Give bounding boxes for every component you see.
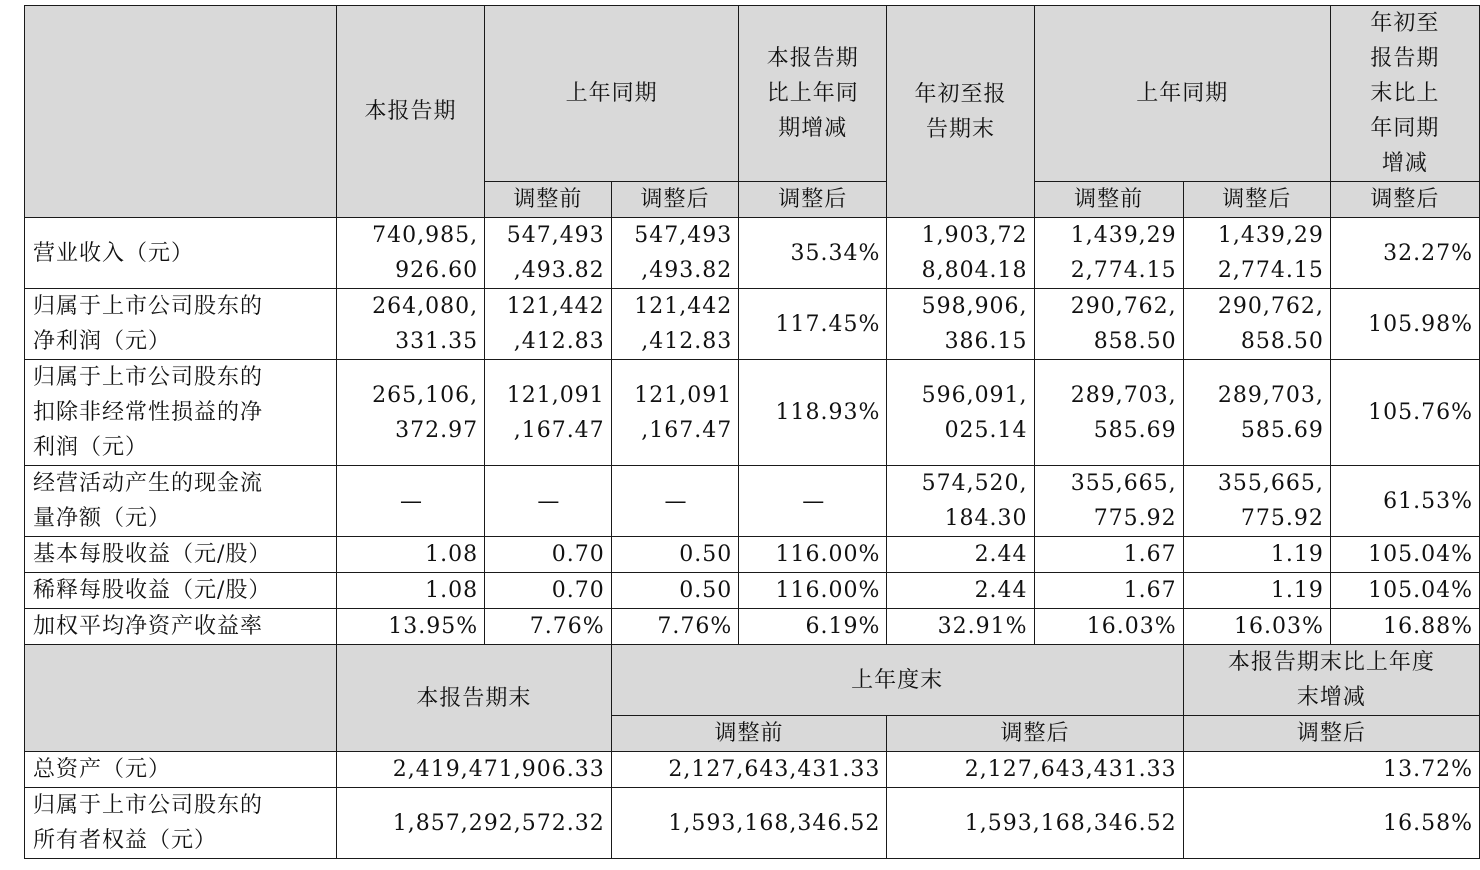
cell-ly-end-before: 1,593,168,346.52 bbox=[611, 788, 887, 859]
cell-ytd-yoy: 105.76% bbox=[1330, 360, 1479, 466]
header-change-after-adjustment: 调整后 bbox=[1183, 716, 1479, 752]
cell-ytd-ly-after: 1.19 bbox=[1183, 537, 1330, 573]
cell-ly-end-after: 1,593,168,346.52 bbox=[887, 788, 1183, 859]
cell-ytd-ly-before: 289,703, 585.69 bbox=[1034, 360, 1183, 466]
cell-ly-before: — bbox=[485, 466, 612, 537]
cell-yoy: 116.00% bbox=[739, 537, 887, 573]
row-label: 归属于上市公司股东的 净利润（元） bbox=[25, 289, 337, 360]
cell-yoy: 118.93% bbox=[739, 360, 887, 466]
cell-ytd-ly-before: 1.67 bbox=[1034, 537, 1183, 573]
cell-yoy: 6.19% bbox=[739, 609, 887, 645]
header-before-adjustment: 调整前 bbox=[485, 182, 612, 218]
cell-ly-after: 7.76% bbox=[611, 609, 739, 645]
cell-current: 1.08 bbox=[336, 573, 484, 609]
cell-ytd-ly-before: 290,762, 858.50 bbox=[1034, 289, 1183, 360]
cell-ly-before: 121,442 ,412.83 bbox=[485, 289, 612, 360]
row-label: 基本每股收益（元/股） bbox=[25, 537, 337, 573]
row-label: 总资产（元） bbox=[25, 752, 337, 788]
cell-current: 740,985, 926.60 bbox=[336, 218, 484, 289]
cell-ytd: 2.44 bbox=[887, 573, 1034, 609]
cell-ly-after: 121,442 ,412.83 bbox=[611, 289, 739, 360]
header-last-year-same-period: 上年同期 bbox=[485, 6, 739, 182]
row-label: 加权平均净资产收益率 bbox=[25, 609, 337, 645]
table-row bbox=[25, 466, 1480, 537]
cell-ytd-yoy: 105.04% bbox=[1330, 537, 1479, 573]
row-label: 归属于上市公司股东的 扣除非经常性损益的净 利润（元） bbox=[25, 360, 337, 466]
header-ytd: 年初至报 告期末 bbox=[887, 6, 1034, 218]
cell-change: 13.72% bbox=[1183, 752, 1479, 788]
header-ly-end-before-adjustment: 调整前 bbox=[611, 716, 887, 752]
cell-ytd-yoy: 105.04% bbox=[1330, 573, 1479, 609]
cell-ytd-ly-before: 16.03% bbox=[1034, 609, 1183, 645]
balance-header-row bbox=[25, 645, 1480, 716]
table-row bbox=[25, 289, 1480, 360]
cell-current: 265,106, 372.97 bbox=[336, 360, 484, 466]
cell-ly-after: 0.50 bbox=[611, 573, 739, 609]
table-row bbox=[25, 218, 1480, 289]
balance-header-blank-cell bbox=[25, 645, 337, 752]
cell-yoy: — bbox=[739, 466, 887, 537]
cell-current: 264,080, 331.35 bbox=[336, 289, 484, 360]
header-blank-cell bbox=[25, 6, 337, 218]
cell-ytd-ly-after: 289,703, 585.69 bbox=[1183, 360, 1330, 466]
cell-ly-end-before: 2,127,643,431.33 bbox=[611, 752, 887, 788]
header-current-period: 本报告期 bbox=[336, 6, 484, 218]
cell-ytd-ly-after: 1,439,29 2,774.15 bbox=[1183, 218, 1330, 289]
cell-ytd-ly-before: 355,665, 775.92 bbox=[1034, 466, 1183, 537]
table-row bbox=[25, 752, 1480, 788]
cell-ytd: 2.44 bbox=[887, 537, 1034, 573]
table-row bbox=[25, 788, 1480, 859]
cell-ytd-yoy: 105.98% bbox=[1330, 289, 1479, 360]
header-period-end: 本报告期末 bbox=[336, 645, 611, 752]
header-ytd-yoy-change: 年初至 报告期 末比上 年同期 增减 bbox=[1330, 6, 1479, 182]
cell-ytd-ly-after: 355,665, 775.92 bbox=[1183, 466, 1330, 537]
cell-ly-before: 0.70 bbox=[485, 573, 612, 609]
header-ytd-before-adjustment: 调整前 bbox=[1034, 182, 1183, 218]
header-row bbox=[25, 6, 1480, 182]
table-row bbox=[25, 537, 1480, 573]
cell-ytd-ly-after: 1.19 bbox=[1183, 573, 1330, 609]
cell-ytd-yoy: 32.27% bbox=[1330, 218, 1479, 289]
header-ly-end-after-adjustment: 调整后 bbox=[887, 716, 1183, 752]
header-ytd-after-adjustment: 调整后 bbox=[1183, 182, 1330, 218]
cell-ly-before: 0.70 bbox=[485, 537, 612, 573]
row-label: 经营活动产生的现金流 量净额（元） bbox=[25, 466, 337, 537]
row-label: 归属于上市公司股东的 所有者权益（元） bbox=[25, 788, 337, 859]
cell-ly-before: 7.76% bbox=[485, 609, 612, 645]
cell-ytd-ly-after: 16.03% bbox=[1183, 609, 1330, 645]
cell-ly-after: 121,091 ,167.47 bbox=[611, 360, 739, 466]
row-label: 稀释每股收益（元/股） bbox=[25, 573, 337, 609]
header-change-vs-last-year-end: 本报告期末比上年度 末增减 bbox=[1183, 645, 1479, 716]
cell-current: — bbox=[336, 466, 484, 537]
key-financial-data-table bbox=[24, 5, 1480, 859]
header-ytd-yoy-after-adjustment: 调整后 bbox=[1330, 182, 1479, 218]
cell-yoy: 35.34% bbox=[739, 218, 887, 289]
financial-table-wrapper bbox=[24, 5, 1480, 859]
cell-current: 13.95% bbox=[336, 609, 484, 645]
cell-ly-after: — bbox=[611, 466, 739, 537]
cell-ytd: 574,520, 184.30 bbox=[887, 466, 1034, 537]
cell-ly-end-after: 2,127,643,431.33 bbox=[887, 752, 1183, 788]
cell-ytd: 32.91% bbox=[887, 609, 1034, 645]
cell-ytd-yoy: 61.53% bbox=[1330, 466, 1479, 537]
cell-ytd: 596,091, 025.14 bbox=[887, 360, 1034, 466]
table-row bbox=[25, 609, 1480, 645]
cell-yoy: 116.00% bbox=[739, 573, 887, 609]
header-yoy-change: 本报告期 比上年同 期增减 bbox=[739, 6, 887, 182]
table-row bbox=[25, 360, 1480, 466]
cell-ytd-ly-before: 1.67 bbox=[1034, 573, 1183, 609]
cell-period-end: 2,419,471,906.33 bbox=[336, 752, 611, 788]
cell-ytd: 1,903,72 8,804.18 bbox=[887, 218, 1034, 289]
cell-current: 1.08 bbox=[336, 537, 484, 573]
header-ytd-last-year-same-period: 上年同期 bbox=[1034, 6, 1330, 182]
cell-ytd-yoy: 16.88% bbox=[1330, 609, 1479, 645]
cell-ly-before: 121,091 ,167.47 bbox=[485, 360, 612, 466]
cell-period-end: 1,857,292,572.32 bbox=[336, 788, 611, 859]
header-yoy-after-adjustment: 调整后 bbox=[739, 182, 887, 218]
cell-ytd-ly-before: 1,439,29 2,774.15 bbox=[1034, 218, 1183, 289]
cell-yoy: 117.45% bbox=[739, 289, 887, 360]
cell-ytd: 598,906, 386.15 bbox=[887, 289, 1034, 360]
cell-ytd-ly-after: 290,762, 858.50 bbox=[1183, 289, 1330, 360]
cell-change: 16.58% bbox=[1183, 788, 1479, 859]
cell-ly-after: 547,493 ,493.82 bbox=[611, 218, 739, 289]
row-label: 营业收入（元） bbox=[25, 218, 337, 289]
cell-ly-before: 547,493 ,493.82 bbox=[485, 218, 612, 289]
header-last-year-end: 上年度末 bbox=[611, 645, 1183, 716]
header-after-adjustment: 调整后 bbox=[611, 182, 739, 218]
cell-ly-after: 0.50 bbox=[611, 537, 739, 573]
table-row bbox=[25, 573, 1480, 609]
